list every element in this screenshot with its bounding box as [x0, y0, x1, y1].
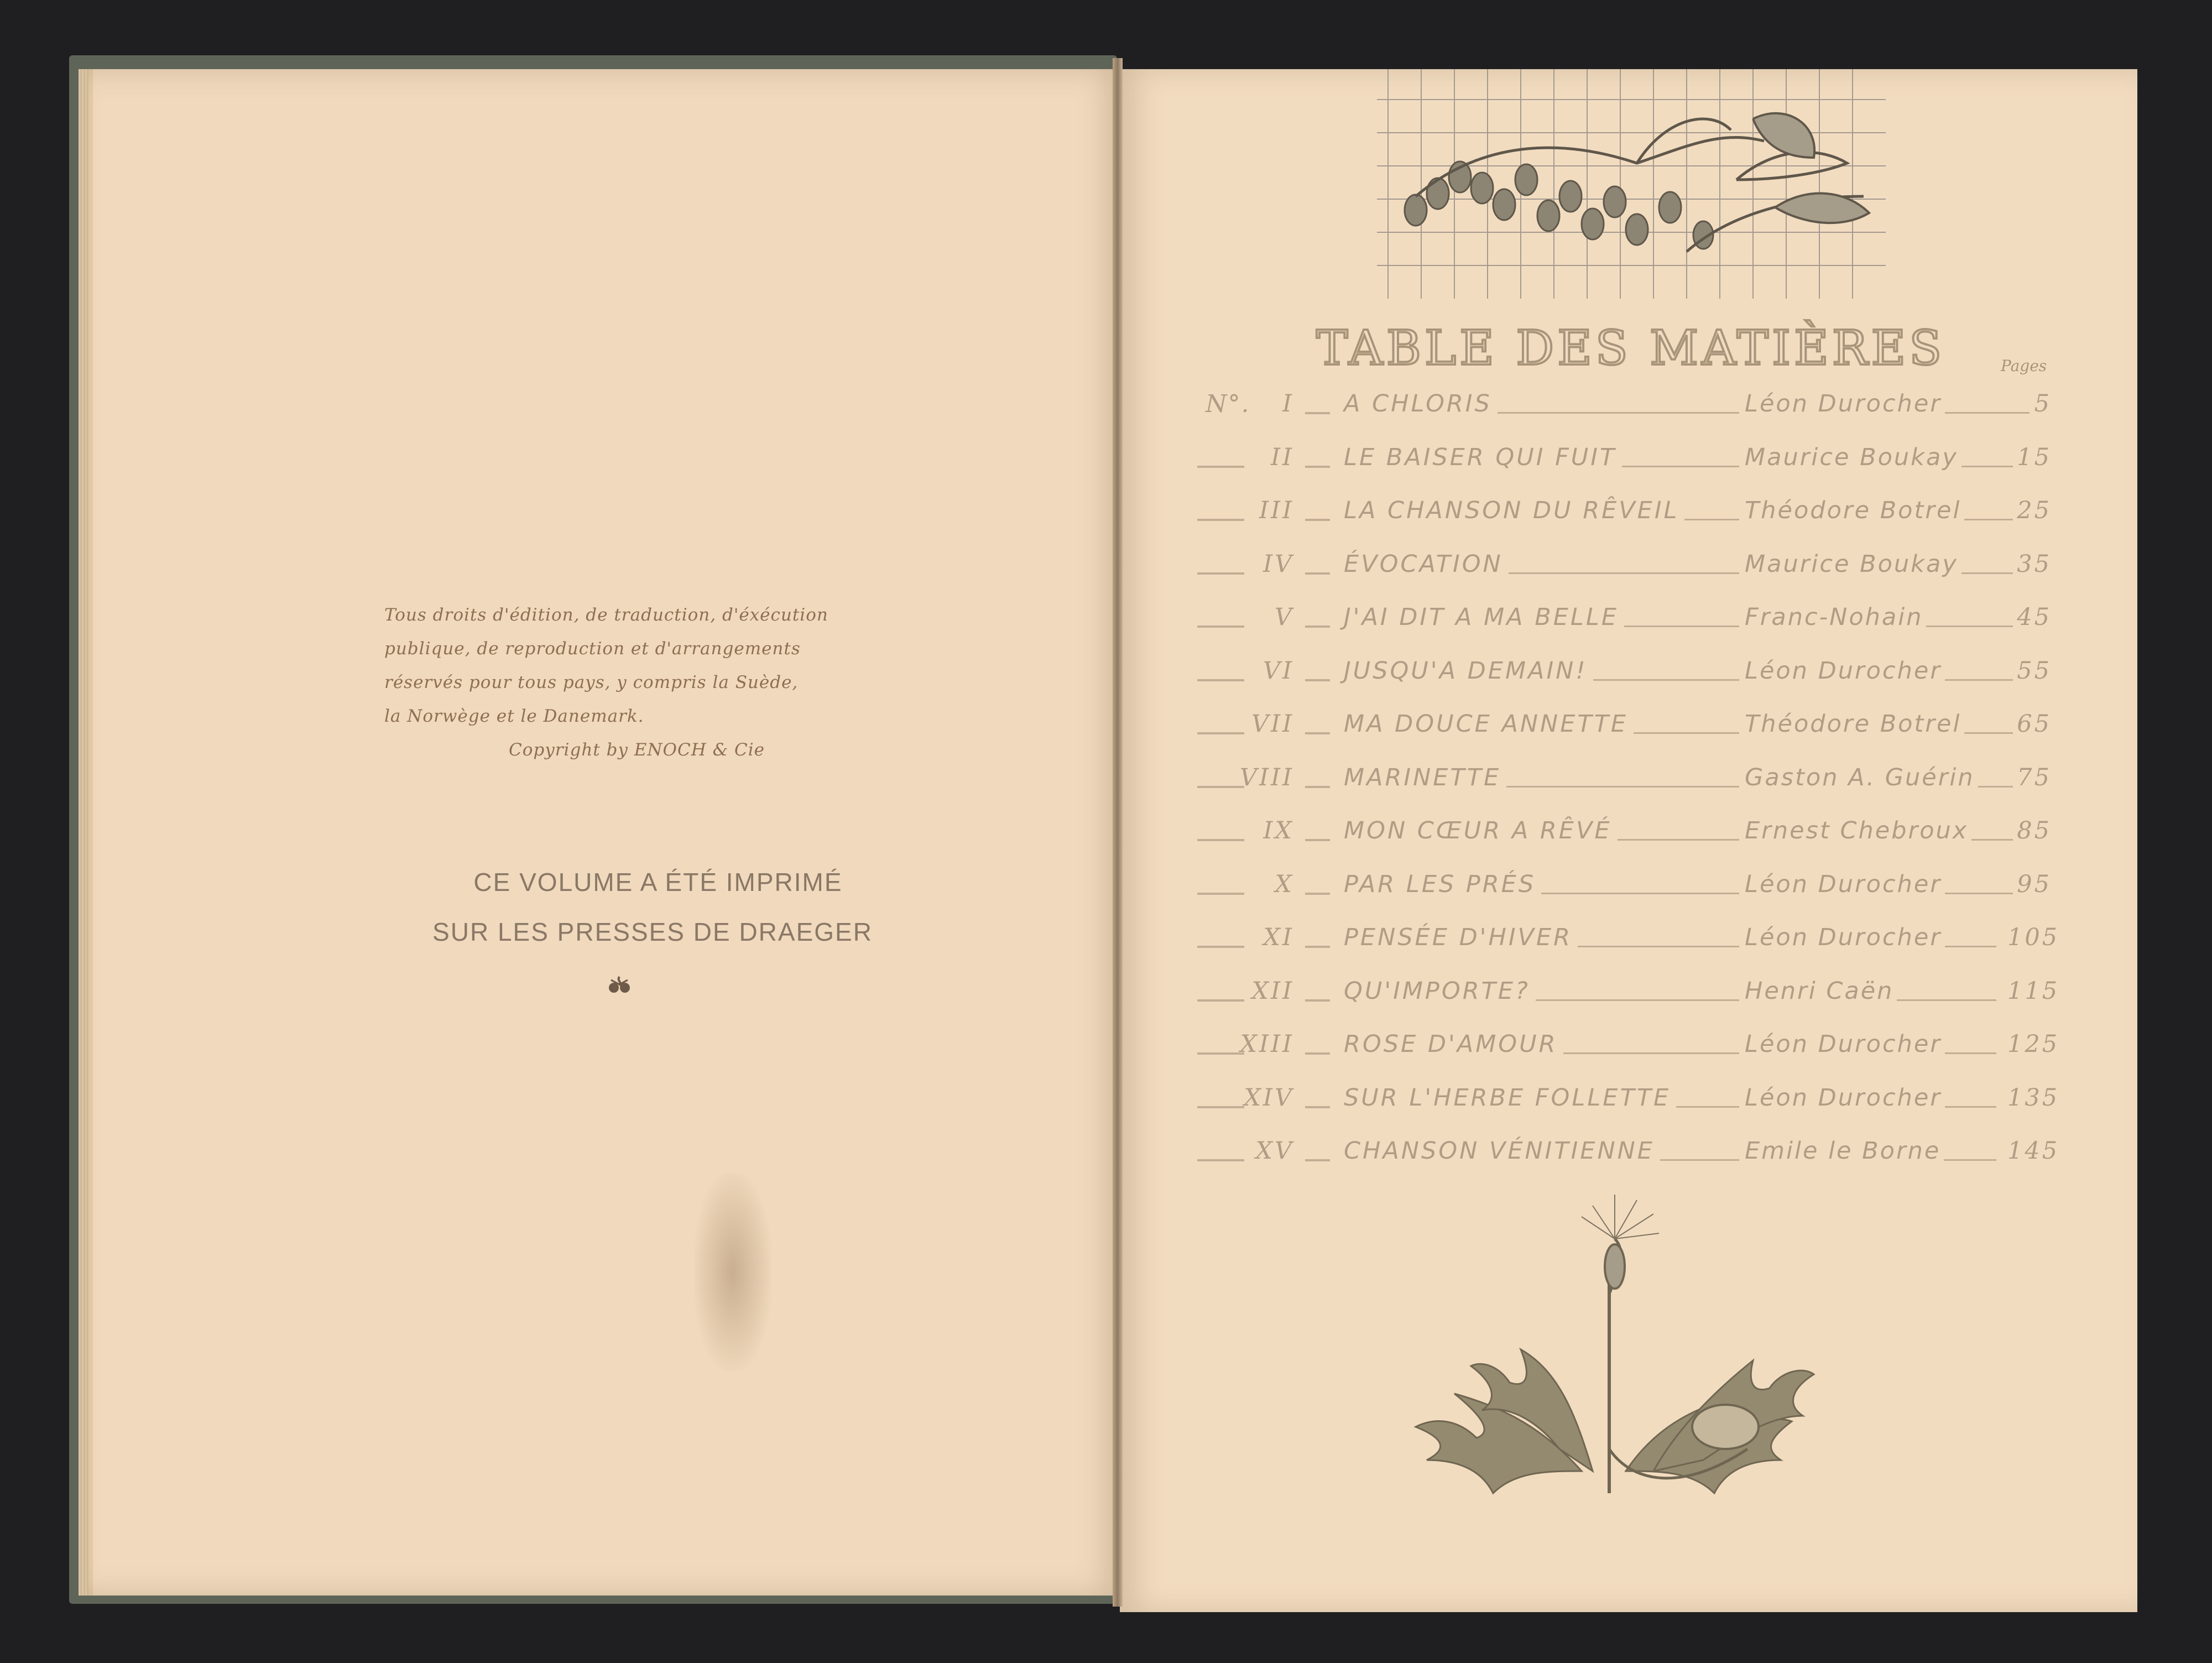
entry-number: XI	[1263, 924, 1294, 951]
toc-entry	[1189, 764, 2052, 797]
rights-line: publique, de reproduction et d'arrangements	[384, 639, 801, 659]
song-author: Léon Durocher	[1745, 924, 1942, 951]
toc-entry	[1189, 817, 2052, 850]
rights-notice	[384, 598, 882, 767]
copyright-line: Copyright by ENOCH & Cie	[509, 740, 765, 760]
page-number: 15	[2017, 443, 2052, 471]
imprint-line: CE VOLUME A ÉTÉ IMPRIMÉ	[473, 868, 843, 896]
page-number: 85	[2017, 817, 2052, 844]
separator-dash	[1305, 1106, 1330, 1108]
leader-line	[1624, 625, 1739, 627]
entry-number: VII	[1251, 710, 1294, 738]
rights-line: réservés pour tous pays, y compris la Suède,	[384, 673, 799, 692]
song-title: PAR LES PRÉS	[1344, 870, 1536, 898]
leader-line	[1634, 732, 1739, 734]
page-number: 65	[2017, 710, 2052, 738]
leader-line	[1563, 1052, 1739, 1054]
toc-entry	[1189, 1083, 2060, 1117]
page-number: 5	[2034, 390, 2052, 418]
separator-dash	[1305, 519, 1330, 521]
book-gutter	[1113, 58, 1123, 1607]
song-title: PENSÉE D'HIVER	[1344, 924, 1572, 951]
song-title: MON CŒUR A RÊVÉ	[1344, 817, 1612, 844]
fleuron-ornament-icon	[606, 974, 633, 997]
toc-entry	[1189, 603, 2052, 637]
number-prefix: N°.	[1206, 390, 1250, 418]
leader-line	[1945, 893, 2013, 894]
leader-line	[1506, 786, 1739, 788]
song-title: J'AI DIT A MA BELLE	[1344, 603, 1619, 631]
leader-line	[1684, 519, 1739, 520]
separator-dash	[1305, 839, 1330, 841]
separator-dash	[1305, 946, 1330, 948]
leader-line	[1945, 679, 2013, 681]
toc-entry	[1189, 550, 2052, 583]
song-title: LE BAISER QUI FUIT	[1344, 443, 1617, 471]
toc-entry	[1189, 657, 2052, 690]
separator-dash	[1305, 679, 1330, 681]
song-title: MA DOUCE ANNETTE	[1344, 710, 1629, 738]
leader-line	[1578, 946, 1739, 947]
leader-line	[1945, 1106, 1996, 1108]
song-author: Emile le Borne	[1745, 1137, 1941, 1165]
page-number: 35	[2017, 550, 2052, 578]
leader-line	[1536, 999, 1739, 1001]
page-number: 135	[2007, 1083, 2060, 1112]
paper-stain	[694, 1172, 771, 1372]
separator-dash	[1305, 466, 1330, 468]
entry-number: XV	[1255, 1137, 1294, 1165]
song-author: Gaston A. Guérin	[1745, 763, 1975, 791]
leader-line	[1971, 839, 2013, 841]
entry-number: XIII	[1240, 1030, 1294, 1058]
leader-line	[1541, 893, 1739, 894]
song-title: ÉVOCATION	[1344, 550, 1503, 578]
leader-line	[1593, 679, 1739, 681]
separator-dash	[1305, 893, 1330, 895]
song-author: Léon Durocher	[1745, 1083, 1942, 1112]
entry-number: IX	[1263, 817, 1294, 844]
song-author: Léon Durocher	[1745, 390, 1942, 418]
entry-number: II	[1271, 443, 1294, 471]
entry-number: VI	[1262, 656, 1294, 685]
page-number: 55	[2017, 656, 2052, 685]
separator-dash	[1305, 1052, 1330, 1055]
page-edges	[79, 69, 88, 1596]
toc-entry	[1189, 1030, 2060, 1064]
toc-entry	[1189, 710, 2052, 743]
leader-line	[1926, 625, 2013, 627]
song-title: MARINETTE	[1344, 763, 1501, 791]
rights-line: la Norwège et le Danemark.	[384, 706, 644, 726]
leader-line	[1945, 1052, 1996, 1054]
separator-dash	[1305, 786, 1330, 788]
entry-number: VIII	[1239, 763, 1294, 791]
leader-line	[1660, 1159, 1739, 1161]
entry-number: X	[1275, 870, 1294, 898]
page-number: 105	[2007, 924, 2060, 951]
entry-number: IV	[1262, 550, 1294, 578]
separator-dash	[1305, 732, 1330, 734]
toc-entry	[1189, 497, 2052, 530]
toc-entry	[1189, 870, 2052, 904]
song-title: SUR L'HERBE FOLLETTE	[1344, 1083, 1671, 1112]
imprint-line: SUR LES PRESSES DE DRAEGER	[432, 917, 873, 946]
separator-dash	[1305, 625, 1330, 628]
leader-line	[1622, 466, 1739, 467]
leader-line	[1897, 999, 1996, 1001]
page-number: 45	[2017, 603, 2052, 631]
page-number: 75	[2017, 763, 2052, 791]
toc-title: TABLE DES MATIÈRES	[1316, 321, 1945, 376]
toc-entry	[1189, 390, 2052, 423]
separator-dash	[1305, 1159, 1330, 1161]
separator-dash	[1305, 412, 1330, 414]
song-author: Maurice Boukay	[1745, 443, 1958, 471]
entry-number: XII	[1251, 977, 1294, 1005]
left-page	[88, 69, 1123, 1596]
leader-line	[1498, 412, 1739, 414]
leader-line	[1944, 1159, 1996, 1161]
toc-entry	[1189, 977, 2060, 1010]
separator-dash	[1305, 572, 1330, 575]
grid-berries-illustration	[1377, 69, 1897, 301]
song-author: Ernest Chebroux	[1745, 817, 1969, 844]
entry-number: I	[1282, 390, 1294, 418]
song-title: JUSQU'A DEMAIN!	[1344, 656, 1588, 685]
toc-entry	[1189, 444, 2052, 477]
leader-line	[1676, 1106, 1739, 1108]
toc-entry	[1189, 924, 2060, 957]
song-author: Théodore Botrel	[1745, 497, 1961, 524]
page-number: 25	[2017, 497, 2052, 524]
pages-column-label: Pages	[2001, 357, 2047, 375]
separator-dash	[1305, 999, 1330, 1002]
dandelion-illustration	[1394, 1184, 1891, 1515]
leader-line	[1964, 732, 2013, 734]
leader-line	[1961, 572, 2013, 574]
page-number: 95	[2017, 870, 2052, 898]
song-title: ROSE D'AMOUR	[1344, 1030, 1558, 1058]
song-author: Théodore Botrel	[1745, 710, 1961, 738]
song-title: LA CHANSON DU RÊVEIL	[1344, 497, 1679, 524]
leader-line	[1961, 466, 2013, 467]
entry-number: III	[1259, 497, 1294, 524]
song-title: QU'IMPORTE?	[1344, 977, 1530, 1005]
rights-line: Tous droits d'édition, de traduction, d'éxécution	[384, 605, 828, 625]
song-author: Franc-Nohain	[1745, 603, 1923, 631]
entry-number: XIV	[1244, 1083, 1294, 1112]
song-title: A CHLORIS	[1344, 390, 1492, 418]
song-author: Maurice Boukay	[1745, 550, 1958, 578]
song-author: Léon Durocher	[1745, 1030, 1942, 1058]
entry-number: V	[1274, 603, 1294, 631]
page-number: 115	[2007, 977, 2060, 1005]
song-title: CHANSON VÉNITIENNE	[1344, 1137, 1655, 1165]
leader-line	[1509, 572, 1739, 574]
page-number: 125	[2007, 1030, 2060, 1058]
leader-line	[1618, 839, 1739, 841]
song-author: Léon Durocher	[1745, 656, 1942, 685]
song-author: Henri Caën	[1745, 977, 1894, 1005]
page-number: 145	[2007, 1137, 2060, 1165]
toc-entry	[1189, 1137, 2060, 1170]
leader-line	[1964, 519, 2013, 520]
imprint-notice	[398, 857, 907, 957]
song-author: Léon Durocher	[1745, 870, 1942, 898]
leader-line	[1945, 946, 1996, 947]
